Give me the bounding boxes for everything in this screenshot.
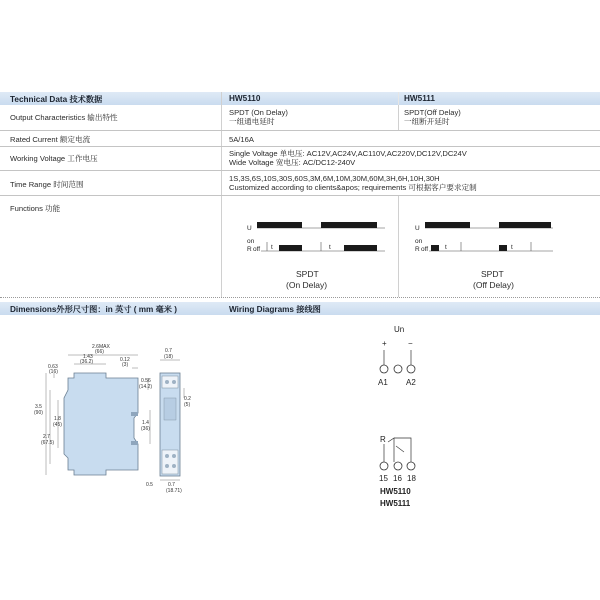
svg-text:0.56: 0.56 [141, 378, 151, 384]
terminal-16 [394, 462, 402, 470]
u-pulse-2 [321, 222, 377, 228]
row-output-hw5111-a: SPDT(Off Delay) [404, 108, 461, 117]
svg-text:0.63: 0.63 [48, 364, 58, 370]
timing-on-label: on [247, 238, 255, 245]
svg-text:0.2: 0.2 [184, 396, 191, 402]
u-pulse-1 [257, 222, 302, 228]
wiring-model-2: HW5111 [380, 499, 411, 508]
wiring-un-label: Un [394, 325, 405, 334]
r-pulse-r2 [499, 245, 507, 251]
row-voltage-line1: Single Voltage 单电压: AC12V,AC24V,AC110V,AC220V,DC12V,DC24V [229, 149, 467, 158]
svg-text:0.12: 0.12 [120, 357, 130, 363]
timing-diagram-on-delay [245, 218, 385, 260]
timing-left-caption-2: (On Delay) [286, 280, 328, 290]
timing-u-label: U [247, 225, 252, 232]
svg-text:(5): (5) [184, 402, 191, 408]
col-divider-2 [398, 92, 399, 105]
wiring-r-label: R [380, 435, 386, 444]
row-divider-3 [0, 170, 600, 171]
row-time-line2: Customized according to clients&apos; requirements 可根据客户要求定制 [229, 183, 477, 192]
wiring-diagram [370, 322, 450, 512]
timing-left-caption-1: SPDT [296, 269, 319, 279]
svg-text:1.8: 1.8 [54, 416, 61, 422]
terminal-mid [394, 365, 402, 373]
row-output-label: Output Characteristics 输出特性 [10, 113, 118, 122]
svg-text:0.5: 0.5 [146, 482, 153, 488]
u-pulse-r2 [499, 222, 551, 228]
timing-diagram-off-delay [413, 218, 553, 260]
dimension-drawing [34, 338, 204, 498]
terminal-15 [380, 462, 388, 470]
r-pulse-1 [279, 245, 302, 251]
wiring-minus: − [408, 339, 413, 348]
terminal-a1 [380, 365, 388, 373]
col-divider-2c [398, 195, 399, 297]
wiring-a1-label: A1 [378, 378, 388, 387]
svg-text:(90): (90) [34, 410, 43, 416]
row-current-value: 5A/16A [229, 135, 254, 144]
svg-text:(36.2): (36.2) [80, 359, 94, 365]
row-current-label: Rated Current 额定电流 [10, 135, 91, 144]
timing-t-label-1: t [271, 244, 273, 251]
r-pulse-2 [344, 245, 377, 251]
u-pulse-r1 [425, 222, 470, 228]
timing-right-caption-1: SPDT [481, 269, 504, 279]
timing-t-label-2: t [329, 244, 331, 251]
wiring-15-label: 15 [379, 474, 388, 483]
row-time-line1: 1S,3S,6S,10S,30S,60S,3M,6M,10M,30M,60M,3H,6H,10H,30H [229, 174, 440, 183]
svg-text:2.6MAX: 2.6MAX [92, 344, 110, 350]
tech-col-hw5111: HW5111 [404, 94, 435, 103]
wiring-header-title: Wiring Diagrams 接线图 [229, 305, 321, 314]
wiring-18-label: 18 [407, 474, 416, 483]
wiring-16-label: 16 [393, 474, 402, 483]
row-output-hw5110-a: SPDT (On Delay) [229, 108, 288, 117]
terminal-a2 [407, 365, 415, 373]
timing-u-label-r: U [415, 225, 420, 232]
terminal-18 [407, 462, 415, 470]
row-time-label: Time Range 时间范围 [10, 180, 84, 189]
device-side-profile [64, 373, 138, 475]
svg-text:(36): (36) [141, 426, 150, 432]
row-output-hw5110-b: 一组通电延时 [229, 117, 275, 126]
timing-on-label-r: on [415, 238, 423, 245]
timing-r-label-r: R [415, 246, 420, 253]
svg-text:(18): (18) [164, 354, 173, 360]
svg-text:2.7: 2.7 [43, 434, 50, 440]
tech-col-hw5110: HW5110 [229, 94, 261, 103]
r-pulse-r1 [431, 245, 439, 251]
dims-header-title: Dimensions外形尺寸图：in 英寸 ( mm 毫米 ) [10, 305, 177, 314]
svg-text:(66): (66) [95, 349, 104, 355]
wiring-plus: + [382, 339, 387, 348]
row-functions-label: Functions 功能 [10, 204, 61, 213]
row-divider-4 [0, 195, 600, 196]
svg-text:1.43: 1.43 [83, 354, 93, 360]
row-output-hw5111-b: 一组断开延时 [404, 117, 450, 126]
col-divider-2b [398, 105, 399, 131]
wiring-a2-label: A2 [406, 378, 416, 387]
timing-t-label-r1: t [445, 244, 447, 251]
svg-text:(67.5): (67.5) [41, 440, 55, 446]
row-divider-5 [0, 297, 600, 298]
svg-text:(3): (3) [122, 362, 129, 368]
row-voltage-line2: Wide Voltage 宽电压: AC/DC12-240V [229, 158, 356, 167]
svg-text:(18.71): (18.71) [166, 488, 182, 494]
svg-text:(16): (16) [49, 369, 58, 375]
svg-text:0.7: 0.7 [165, 348, 172, 354]
svg-text:1.4: 1.4 [142, 420, 149, 426]
timing-t-label-r2: t [511, 244, 513, 251]
svg-text:3.5: 3.5 [35, 404, 42, 410]
timing-off-label-r: off [421, 246, 429, 253]
row-divider-1 [0, 130, 600, 131]
svg-text:0.7: 0.7 [168, 482, 175, 488]
timing-right-caption-2: (Off Delay) [473, 280, 514, 290]
row-voltage-label: Working Voltage 工作电压 [10, 154, 98, 163]
timing-off-label: off [253, 246, 261, 253]
svg-text:(45): (45) [53, 422, 62, 428]
tech-header-title: Technical Data 技术数据 [10, 95, 103, 104]
timing-r-label: R [247, 246, 252, 253]
svg-text:(14.2): (14.2) [139, 384, 153, 390]
wiring-model-1: HW5110 [380, 487, 411, 496]
row-divider-2 [0, 146, 600, 147]
